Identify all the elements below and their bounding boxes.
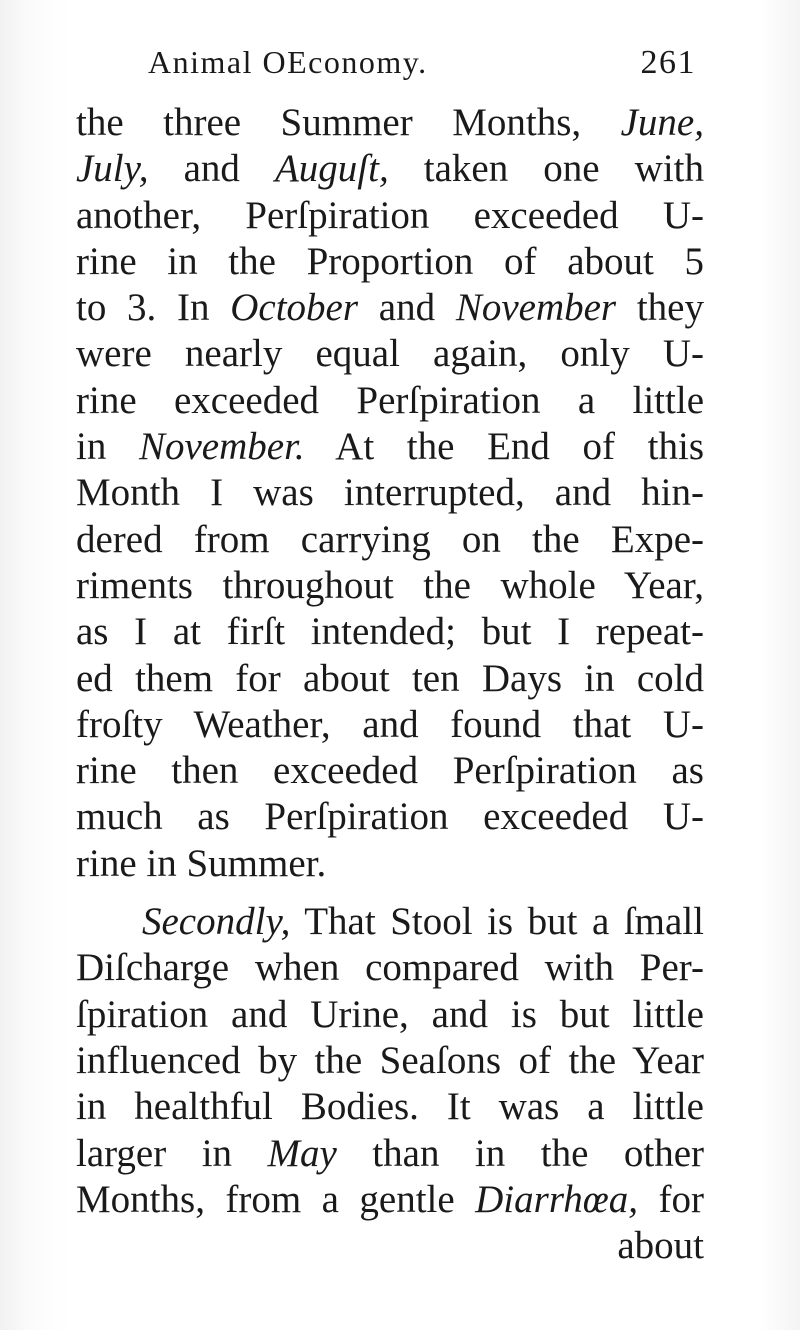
italic-run: Secondly,	[142, 900, 291, 944]
text-line	[76, 609, 704, 655]
italic-run: October	[230, 286, 359, 330]
italic-run: Diarrhœa,	[475, 1177, 639, 1221]
text-run: as I at firſt intended; but I repeat-	[76, 610, 704, 654]
body-text	[76, 100, 704, 1269]
text-run: ed them for about ten Days in cold	[76, 656, 704, 700]
text-line	[76, 702, 704, 748]
text-run: At the End of this	[304, 425, 704, 469]
text-line	[76, 656, 704, 702]
text-line	[76, 285, 704, 331]
italic-run: November.	[138, 425, 305, 469]
italic-run: Auguſt,	[274, 147, 389, 191]
text-line	[76, 841, 704, 887]
italic-run: May	[267, 1131, 337, 1175]
italic-run: June,	[620, 101, 704, 144]
text-line	[76, 331, 704, 377]
text-run: Months, from a gentle	[76, 1177, 476, 1221]
text-line	[76, 100, 704, 146]
text-run: Diſcharge when compared with Per-	[76, 946, 704, 990]
text-run: rine then exceeded Perſpiration as	[76, 749, 704, 793]
text-run: much as Perſpiration exceeded U-	[76, 795, 704, 839]
catchword: about	[617, 1224, 704, 1268]
text-line	[76, 1131, 704, 1177]
paragraph	[76, 100, 704, 887]
italic-run: July,	[76, 147, 149, 191]
text-line	[76, 378, 704, 424]
text-line	[76, 563, 704, 609]
text-run: for	[638, 1177, 704, 1221]
text-line	[76, 470, 704, 516]
text-line	[76, 517, 704, 563]
text-run: they	[616, 286, 704, 330]
text-line	[76, 424, 704, 470]
page-number: 261	[640, 44, 696, 81]
text-line	[76, 239, 704, 285]
text-line	[76, 945, 704, 991]
text-run: influenced by the Seaſons of the Year	[76, 1038, 704, 1082]
italic-run: November	[455, 286, 617, 330]
text-run: to 3. In	[76, 286, 231, 330]
text-line	[76, 1038, 704, 1084]
paragraph	[76, 899, 704, 1223]
text-run: riments throughout the whole Year,	[76, 563, 704, 607]
text-run: and	[148, 147, 275, 191]
text-run: larger in	[76, 1131, 268, 1175]
text-run: were nearly equal again, only U-	[76, 332, 704, 376]
text-line	[76, 1084, 704, 1130]
running-head	[148, 44, 696, 92]
text-run: Month I was interrupted, and hin-	[76, 471, 704, 515]
text-line	[76, 992, 704, 1038]
text-run: rine in the Proportion of about 5	[76, 239, 704, 283]
text-run: and	[358, 286, 456, 330]
text-line	[76, 193, 704, 239]
text-run: in healthful Bodies. It was a little	[76, 1085, 704, 1129]
text-run: dered from carrying on the Expe-	[76, 517, 704, 561]
text-run: ſpiration and Urine, and is but little	[76, 992, 704, 1036]
text-run: rine exceeded Perſpiration a little	[76, 378, 704, 422]
text-run: froſty Weather, and found that U-	[76, 702, 704, 746]
text-line	[76, 146, 704, 192]
text-run: rine in Summer.	[76, 841, 327, 885]
text-run: another, Perſpiration exceeded U-	[76, 193, 704, 237]
text-run: taken one with	[388, 147, 704, 191]
text-line	[76, 899, 704, 945]
text-run: the three Summer Months,	[76, 101, 621, 144]
paragraph-gap	[76, 887, 704, 899]
text-run: than in the other	[336, 1131, 704, 1175]
text-line	[76, 794, 704, 840]
text-run: That Stool is but a ſmall	[290, 900, 704, 944]
running-head-title: Animal OEconomy.	[148, 44, 428, 80]
text-line	[76, 1177, 704, 1223]
text-line	[76, 748, 704, 794]
text-run: in	[76, 425, 139, 469]
